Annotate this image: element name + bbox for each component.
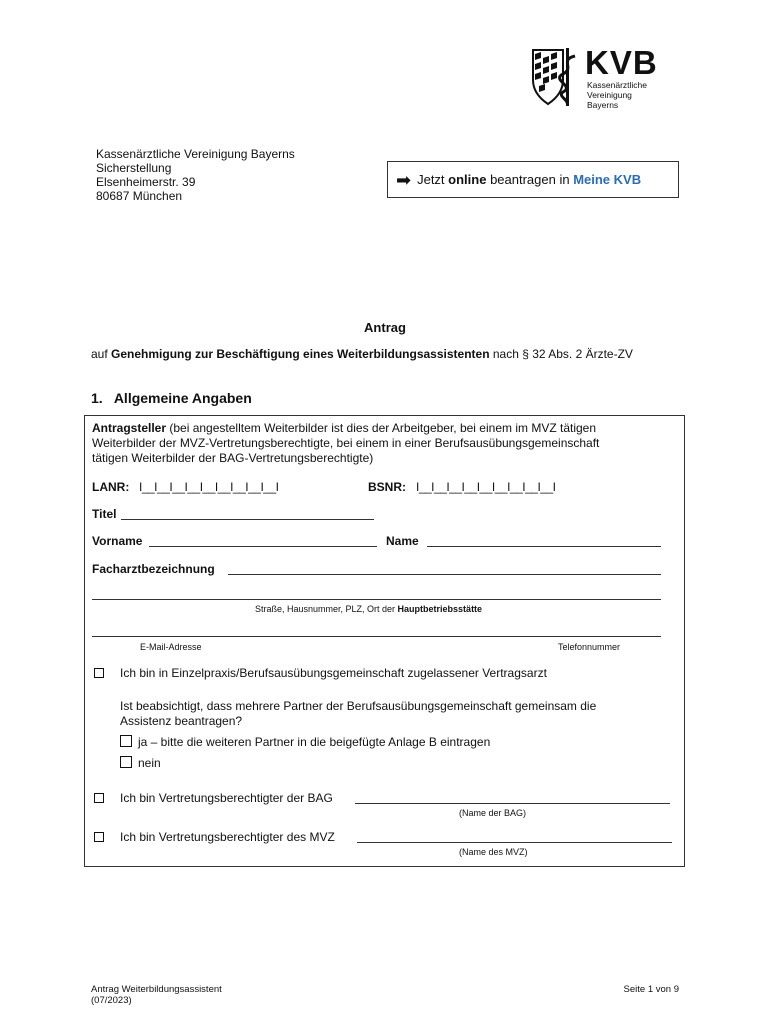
nein-checkbox[interactable] (120, 756, 132, 768)
document-title: Antrag (364, 320, 406, 335)
titel-label: Titel (92, 507, 117, 521)
ja-label: ja – bitte die weiteren Partner in die beigefügte Anlage B eintragen (138, 735, 491, 749)
name-label: Name (386, 534, 419, 548)
address-field[interactable] (92, 599, 661, 600)
logo-brand: KVB (585, 44, 658, 81)
einzelpraxis-checkbox[interactable] (94, 668, 104, 678)
address-line: Kassenärztliche Vereinigung Bayerns (96, 147, 295, 161)
question-text: Ist beabsichtigt, dass mehrere Partner der Berufsausübungsgemeinschaft gemeinsam die (120, 699, 597, 713)
phone-caption: Telefonnummer (558, 642, 621, 652)
name-field[interactable] (427, 546, 661, 547)
bavarian-crest-icon (529, 46, 579, 110)
bag-checkbox[interactable] (94, 793, 104, 803)
footer-document-info: Antrag Weiterbildungsassistent (07/2023) (91, 984, 222, 1006)
facharzt-label: Facharztbezeichnung (92, 562, 215, 576)
address-line: Sicherstellung (96, 161, 172, 175)
vorname-field[interactable] (149, 546, 377, 547)
address-line: Elsenheimerstr. 39 (96, 175, 196, 189)
einzelpraxis-label: Ich bin in Einzelpraxis/Berufsausübungsgemeinschaft zugelassener Vertragsarzt (120, 666, 547, 680)
bag-name-field[interactable] (355, 803, 670, 804)
lanr-label: LANR: (92, 480, 130, 494)
ja-checkbox[interactable] (120, 735, 132, 747)
email-phone-field[interactable] (92, 636, 661, 637)
mvz-name-field[interactable] (357, 842, 672, 843)
bsnr-label: BSNR: (368, 480, 406, 494)
online-application-box[interactable]: ➡ Jetzt online beantragen in Meine KVB (387, 161, 679, 198)
address-caption: Straße, Hausnummer, PLZ, Ort der Hauptbetriebsstätte (255, 604, 483, 614)
kvb-logo (529, 42, 679, 112)
titel-field[interactable] (121, 519, 374, 520)
right-arrow-icon: ➡ (396, 169, 412, 190)
mvz-label: Ich bin Vertretungsberechtigter des MVZ (120, 830, 335, 844)
vorname-label: Vorname (92, 534, 143, 548)
recipient-address (96, 147, 295, 203)
mvz-caption: (Name des MVZ) (459, 847, 528, 857)
address-line: 80687 München (96, 189, 183, 203)
logo-subtitle: Kassenärztliche Vereinigung Bayerns (587, 80, 648, 110)
nein-label: nein (138, 756, 161, 770)
document-subtitle: auf Genehmigung zur Beschäftigung eines Weiterbildungsassistenten nach § 32 Abs. 2 Ärzte-ZV (91, 347, 633, 361)
bag-label: Ich bin Vertretungsberechtigter der BAG (120, 791, 333, 805)
applicant-description: Antragsteller (bei angestelltem Weiterbilder ist dies der Arbeitgeber, bei einem im MVZ tätigen (92, 421, 597, 435)
page-number: Seite 1 von 9 (623, 984, 679, 995)
section-heading: 1. Allgemeine Angaben (91, 390, 252, 406)
email-caption: E-Mail-Adresse (140, 642, 202, 652)
mvz-checkbox[interactable] (94, 832, 104, 842)
bag-caption: (Name der BAG) (459, 808, 527, 818)
meine-kvb-link[interactable]: Meine KVB (573, 172, 642, 187)
bsnr-input[interactable]: I__I__I__I__I__I__I__I__I__I (416, 480, 556, 494)
facharzt-field[interactable] (228, 574, 661, 575)
general-info-form: Antragsteller (bei angestelltem Weiterbilder ist dies der Arbeitgeber, bei einem im MVZ tätigen Weiterbilder der MVZ-Vertretungsberechtigte, bei einem in einer Berufsausübungsgemeinschaft tätigen Weiterbilder der BAG-Vertretungsberechtigte) LANR: I__I__I__I__I__I__I__I__I__I BSNR: I__I__I__I__I__I__I__I__I__I Titel Vorname Name Facharztbezeichnung Straße, Hausnummer, PLZ, Ort der Hauptbetriebsstätte E-Mail-Adresse Telefonnummer Ich bin in Einzelpraxis/Berufsausübungsgemeinschaft zugelassener Vertragsarzt Ist beabsichtigt, dass mehrere Partner der Berufsausübungsgemeinschaft gemeinsam die Assistenz beantragen? ja – bitte die weiteren Partner in die beigefügte Anlage B eintragen nein Ich bin Vertretungsberechtigter der BAG (Name der BAG) Ich bin Vertretungsberechtigter des MVZ (Name des MVZ) (84, 415, 685, 867)
lanr-input[interactable]: I__I__I__I__I__I__I__I__I__I (139, 480, 279, 494)
